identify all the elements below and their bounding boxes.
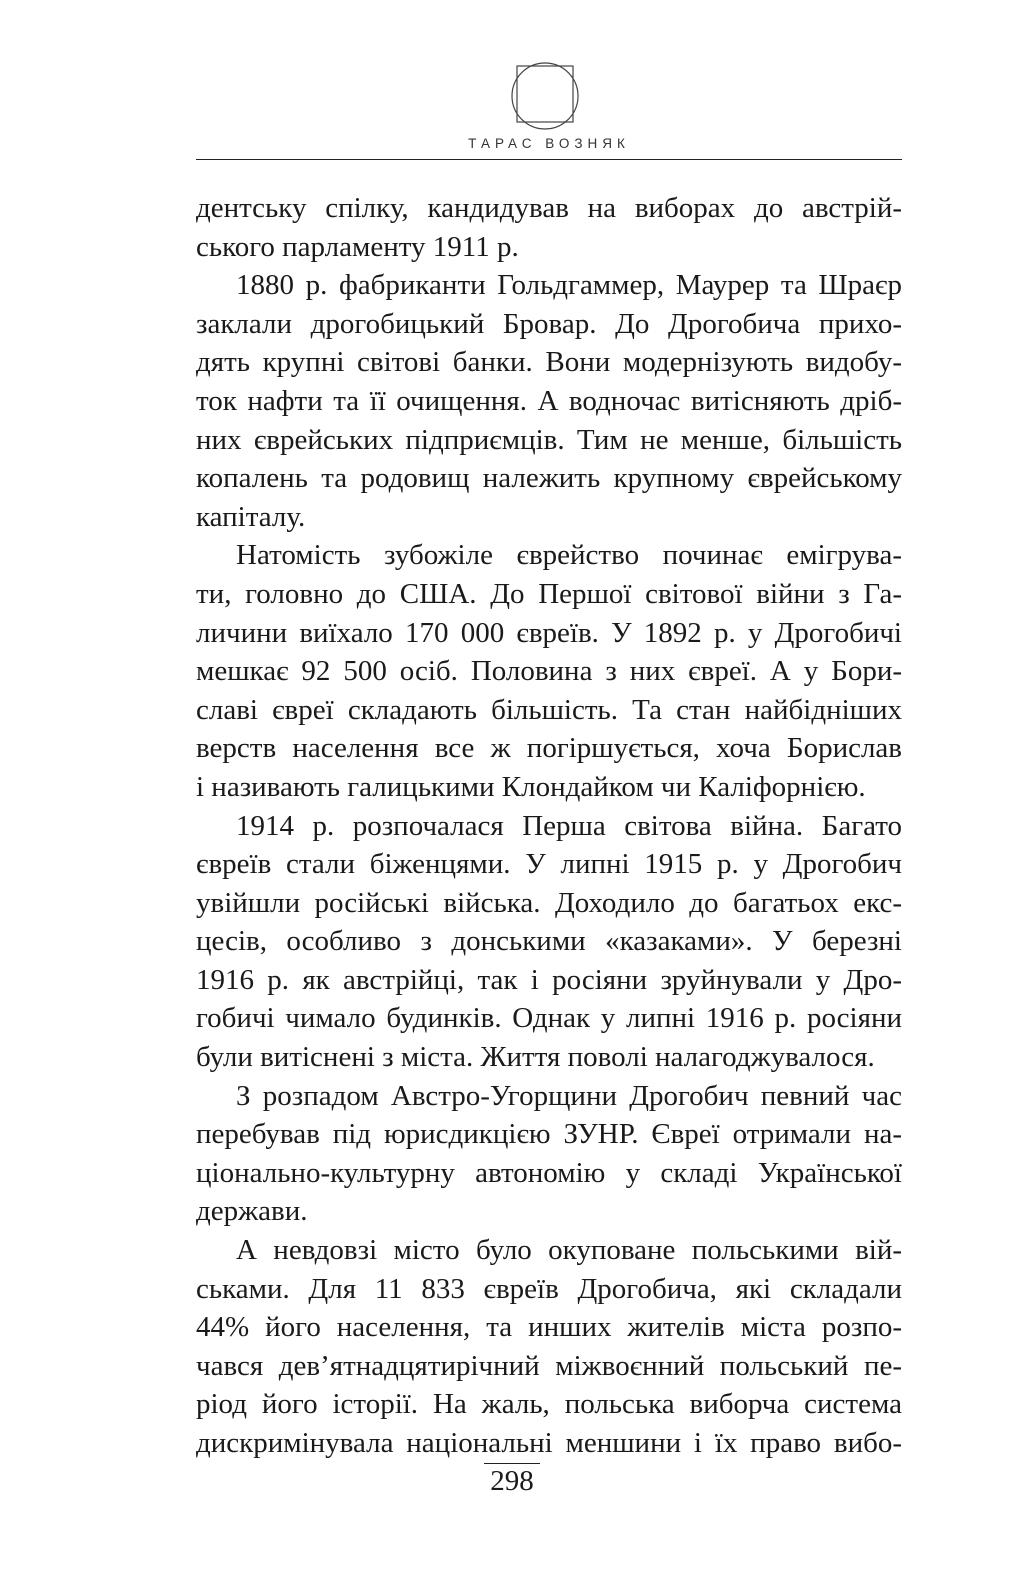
text-line: і називають галицькими Клондайком чи Каліфорнією.: [196, 770, 866, 803]
text-line: З розпадом Австро-Угорщини Дрогобич певний час: [236, 1079, 902, 1112]
text-line: були витіснені з міста. Життя поволі налагоджувалося.: [196, 1041, 875, 1074]
text-line: перебував під юрисдикцією ЗУНР. Євреї отримали на-: [196, 1118, 902, 1151]
text-line: увійшли російські війська. Доходило до багатьох екс-: [196, 886, 902, 919]
text-line: ти, головно до США. До Першої світової війни з Га-: [196, 577, 902, 610]
text-line: ського парламенту 1911 р.: [196, 230, 519, 263]
text-line: 44% його населення, та инших жителів міста розпо-: [196, 1311, 902, 1344]
text-line: дять крупні світові банки. Вони модернізують видобу-: [196, 346, 902, 379]
page-number-block: [0, 1463, 1024, 1498]
text-line: дискримінувала національні меншини і їх право вибо-: [196, 1427, 902, 1459]
text-line: ськами. Для 11 833 євреїв Дрогобича, які складали: [196, 1272, 902, 1305]
text-line: личини виїхало 170 000 євреїв. У 1892 р. у Дрогобичі: [196, 616, 902, 649]
text-line: них єврейських підприємців. Тим не менше, більшість: [196, 423, 902, 456]
text-line: славі євреї складають більшість. Та стан найбідніших: [196, 693, 902, 726]
circle-square-emblem-icon: [505, 56, 585, 136]
text-line: капіталу.: [196, 500, 306, 533]
text-line: євреїв стали біженцями. У липні 1915 р. у Дрогобич: [196, 848, 902, 881]
text-line: верств населення все ж погіршується, хоча Борислав: [196, 732, 902, 765]
author-name: ТАРАС ВОЗНЯК: [468, 136, 630, 151]
page-body-text: [196, 189, 902, 1463]
text-line: ціонально-культурну автономію у складі Української: [196, 1156, 902, 1189]
text-line: ток нафти та її очищення. А водночас витісняють дріб-: [196, 384, 902, 417]
text-line: держави.: [196, 1195, 308, 1228]
text-line: 1914 р. розпочалася Перша світова війна. Багато: [236, 809, 902, 842]
text-line: копалень та родовищ належить крупному єврейському: [196, 462, 902, 495]
text-line: цесів, особливо з донськими «казаками». У березні: [196, 925, 902, 958]
running-header: [196, 135, 902, 160]
text-line: ріод його історії. На жаль, польська виборча система: [196, 1388, 902, 1421]
text-line: дентську спілку, кандидував на виборах до австрій-: [196, 192, 902, 224]
text-line: мешкає 92 500 осіб. Половина з них євреї. А у Бори-: [196, 655, 902, 688]
text-line: А невдовзі місто було окуповане польськими вій-: [236, 1234, 902, 1267]
text-line: чався дев’ятнадцятирічний міжвоєнний польський пе-: [196, 1349, 902, 1382]
page-number: 298: [484, 1463, 540, 1498]
text-line: Натомість зубожіле єврейство починає емігрува-: [236, 539, 902, 572]
text-line: 1916 р. як австрійці, так і росіяни зруйнували у Дро-: [196, 963, 902, 996]
text-line: заклали дрогобицький Бровар. До Дрогобича прихо-: [196, 307, 902, 340]
text-line: гобичі чимало будинків. Однак у липні 1916 р. росіяни: [196, 1002, 902, 1035]
text-line: 1880 р. фабриканти Гольдгаммер, Маурер та Шраєр: [236, 269, 902, 302]
